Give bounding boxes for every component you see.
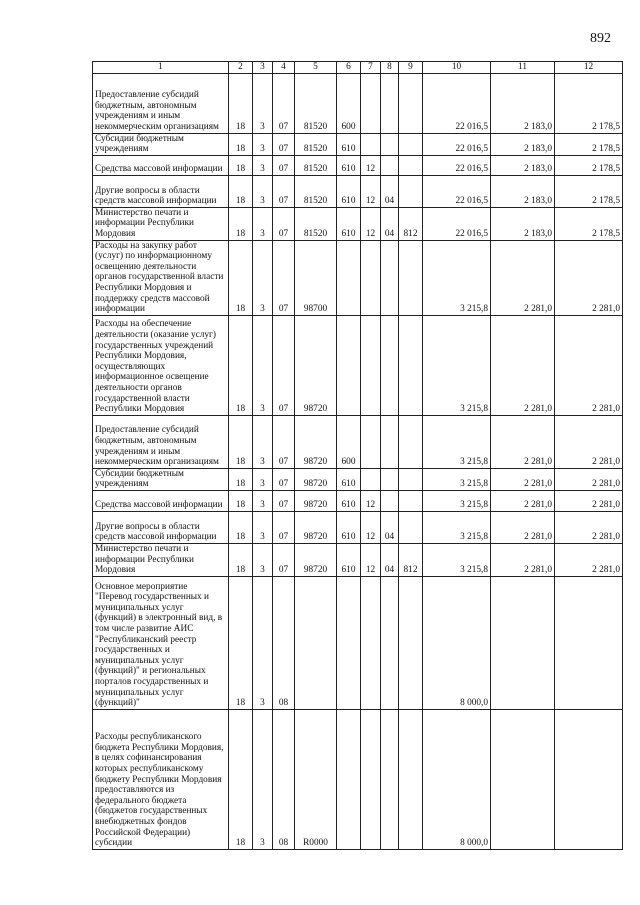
row-cell-col-6: 610 <box>337 175 361 207</box>
row-cell-col-12: 2 281,0 <box>555 543 623 576</box>
row-cell-col-9 <box>399 468 423 490</box>
row-cell-col-4: 08 <box>273 709 295 849</box>
row-cell-col-2: 18 <box>229 709 253 849</box>
row-cell-col-8 <box>381 133 399 155</box>
row-name-cell: Расходы на обеспечение деятельности (оказание услуг) государственных учреждений Республики Мордовия, осуществляющих информационное освещение деятельности органов государственной власти Республики Мордовия <box>93 315 229 415</box>
row-cell-col-10: 22 016,5 <box>423 73 491 133</box>
column-header-7: 7 <box>361 62 381 74</box>
row-cell-col-10: 3 215,8 <box>423 468 491 490</box>
row-cell-col-3: 3 <box>253 490 273 511</box>
row-cell-col-12: 2 281,0 <box>555 240 623 315</box>
row-cell-col-3: 3 <box>253 543 273 576</box>
table-row <box>93 511 623 543</box>
row-name-cell: Субсидии бюджетным учреждениям <box>93 468 229 490</box>
table-row <box>93 468 623 490</box>
row-cell-col-11: 2 281,0 <box>491 490 555 511</box>
row-cell-col-11: 2 281,0 <box>491 511 555 543</box>
row-cell-col-7 <box>361 709 381 849</box>
row-cell-col-5: 98720 <box>295 511 337 543</box>
row-cell-col-12: 2 178,5 <box>555 73 623 133</box>
row-cell-col-10: 3 215,8 <box>423 543 491 576</box>
column-header-12: 12 <box>555 62 623 74</box>
row-cell-col-7 <box>361 576 381 709</box>
column-header-3: 3 <box>253 62 273 74</box>
row-cell-col-11: 2 281,0 <box>491 415 555 468</box>
row-cell-col-4: 07 <box>273 175 295 207</box>
row-cell-col-6: 600 <box>337 73 361 133</box>
row-cell-col-6 <box>337 709 361 849</box>
row-cell-col-6: 610 <box>337 511 361 543</box>
row-cell-col-8: 04 <box>381 511 399 543</box>
row-cell-col-6 <box>337 576 361 709</box>
row-cell-col-9 <box>399 240 423 315</box>
row-cell-col-8 <box>381 240 399 315</box>
row-cell-col-12 <box>555 709 623 849</box>
row-cell-col-8: 04 <box>381 207 399 240</box>
row-cell-col-4: 07 <box>273 315 295 415</box>
table-row <box>93 175 623 207</box>
column-header-11: 11 <box>491 62 555 74</box>
row-cell-col-6 <box>337 240 361 315</box>
row-cell-col-5: 98720 <box>295 490 337 511</box>
row-cell-col-12: 2 281,0 <box>555 490 623 511</box>
row-cell-col-7 <box>361 315 381 415</box>
row-cell-col-9: 812 <box>399 207 423 240</box>
row-cell-col-11: 2 183,0 <box>491 175 555 207</box>
row-cell-col-7 <box>361 415 381 468</box>
row-cell-col-10: 22 016,5 <box>423 207 491 240</box>
row-cell-col-2: 18 <box>229 468 253 490</box>
row-cell-col-5: 81520 <box>295 207 337 240</box>
row-cell-col-12 <box>555 576 623 709</box>
row-cell-col-9 <box>399 73 423 133</box>
row-cell-col-6: 610 <box>337 490 361 511</box>
row-cell-col-6 <box>337 315 361 415</box>
row-cell-col-7: 12 <box>361 490 381 511</box>
row-cell-col-9 <box>399 511 423 543</box>
table-row <box>93 543 623 576</box>
row-cell-col-7 <box>361 133 381 155</box>
row-cell-col-4: 08 <box>273 576 295 709</box>
row-cell-col-10: 8 000,0 <box>423 576 491 709</box>
row-cell-col-8 <box>381 709 399 849</box>
row-cell-col-8 <box>381 315 399 415</box>
row-cell-col-8 <box>381 490 399 511</box>
row-cell-col-9 <box>399 315 423 415</box>
row-cell-col-6: 600 <box>337 415 361 468</box>
row-name-cell: Расходы на закупку работ (услуг) по информационному освещению деятельности органов государственной власти Республики Мордовия и поддержку средств массовой информации <box>93 240 229 315</box>
row-cell-col-5: 81520 <box>295 155 337 175</box>
row-cell-col-3: 3 <box>253 576 273 709</box>
row-cell-col-11: 2 281,0 <box>491 315 555 415</box>
row-cell-col-3: 3 <box>253 207 273 240</box>
row-cell-col-2: 18 <box>229 415 253 468</box>
row-cell-col-6: 610 <box>337 155 361 175</box>
row-cell-col-8 <box>381 576 399 709</box>
row-cell-col-5: 98720 <box>295 468 337 490</box>
row-cell-col-4: 07 <box>273 240 295 315</box>
row-cell-col-3: 3 <box>253 709 273 849</box>
row-cell-col-9 <box>399 709 423 849</box>
table-row <box>93 207 623 240</box>
row-cell-col-3: 3 <box>253 315 273 415</box>
row-cell-col-8 <box>381 73 399 133</box>
page-number: 892 <box>590 31 611 46</box>
row-cell-col-8 <box>381 415 399 468</box>
row-cell-col-7 <box>361 240 381 315</box>
row-name-cell: Предоставление субсидий бюджетным, автономным учреждениям и иным некоммерческим организациям <box>93 415 229 468</box>
row-cell-col-5: 81520 <box>295 133 337 155</box>
row-name-cell: Предоставление субсидий бюджетным, автономным учреждениям и иным некоммерческим организациям <box>93 73 229 133</box>
row-cell-col-5 <box>295 576 337 709</box>
row-cell-col-2: 18 <box>229 490 253 511</box>
row-name-cell: Основное мероприятие "Перевод государственных и муниципальных услуг (функций) в электронный вид, в том числе развитие АИС "Республиканский реестр государственных и муниципальных услуг (функций)" и региональных порталов государственных и муниципальных услуг (функций)" <box>93 576 229 709</box>
row-cell-col-11: 2 183,0 <box>491 155 555 175</box>
row-cell-col-9 <box>399 155 423 175</box>
table-row <box>93 576 623 709</box>
row-cell-col-3: 3 <box>253 511 273 543</box>
row-name-cell: Расходы республиканского бюджета Республики Мордовия, в целях софинансирования которых республиканскому бюджету Республики Мордовия предоставляются из федерального бюджета (бюджетов государственных внебюджетных фондов Российской Федерации) субсидии <box>93 709 229 849</box>
row-cell-col-2: 18 <box>229 175 253 207</box>
row-cell-col-3: 3 <box>253 155 273 175</box>
row-cell-col-4: 07 <box>273 73 295 133</box>
row-cell-col-5: 81520 <box>295 175 337 207</box>
row-cell-col-4: 07 <box>273 415 295 468</box>
row-name-cell: Другие вопросы в области средств массовой информации <box>93 175 229 207</box>
row-cell-col-5: 98720 <box>295 415 337 468</box>
row-cell-col-4: 07 <box>273 490 295 511</box>
row-cell-col-9 <box>399 490 423 511</box>
row-cell-col-2: 18 <box>229 240 253 315</box>
row-cell-col-11: 2 281,0 <box>491 240 555 315</box>
table-row <box>93 133 623 155</box>
row-cell-col-12: 2 281,0 <box>555 468 623 490</box>
row-cell-col-6: 610 <box>337 543 361 576</box>
row-cell-col-7: 12 <box>361 207 381 240</box>
table-row <box>93 490 623 511</box>
table-row <box>93 415 623 468</box>
row-name-cell: Министерство печати и информации Республики Мордовия <box>93 543 229 576</box>
row-cell-col-8: 04 <box>381 543 399 576</box>
row-cell-col-9 <box>399 175 423 207</box>
row-cell-col-3: 3 <box>253 240 273 315</box>
row-cell-col-7 <box>361 468 381 490</box>
table-row <box>93 155 623 175</box>
row-cell-col-11: 2 183,0 <box>491 73 555 133</box>
row-cell-col-9 <box>399 576 423 709</box>
row-cell-col-2: 18 <box>229 73 253 133</box>
row-cell-col-4: 07 <box>273 133 295 155</box>
row-cell-col-3: 3 <box>253 133 273 155</box>
row-cell-col-5: R0000 <box>295 709 337 849</box>
row-cell-col-3: 3 <box>253 175 273 207</box>
row-cell-col-8 <box>381 468 399 490</box>
table-row <box>93 73 623 133</box>
row-cell-col-2: 18 <box>229 543 253 576</box>
row-cell-col-11 <box>491 576 555 709</box>
row-cell-col-7: 12 <box>361 175 381 207</box>
header-row <box>93 62 623 74</box>
table-row <box>93 240 623 315</box>
row-cell-col-7 <box>361 73 381 133</box>
row-cell-col-11: 2 183,0 <box>491 133 555 155</box>
row-cell-col-7: 12 <box>361 511 381 543</box>
row-cell-col-12: 2 281,0 <box>555 511 623 543</box>
row-name-cell: Субсидии бюджетным учреждениям <box>93 133 229 155</box>
row-cell-col-3: 3 <box>253 468 273 490</box>
row-cell-col-10: 22 016,5 <box>423 133 491 155</box>
table-row <box>93 315 623 415</box>
row-cell-col-5: 98700 <box>295 240 337 315</box>
row-cell-col-2: 18 <box>229 133 253 155</box>
row-cell-col-5: 98720 <box>295 543 337 576</box>
row-name-cell: Министерство печати и информации Республики Мордовия <box>93 207 229 240</box>
row-cell-col-4: 07 <box>273 543 295 576</box>
table-row <box>93 709 623 849</box>
row-cell-col-4: 07 <box>273 468 295 490</box>
row-cell-col-2: 18 <box>229 207 253 240</box>
column-header-10: 10 <box>423 62 491 74</box>
row-cell-col-12: 2 281,0 <box>555 415 623 468</box>
row-cell-col-12: 2 178,5 <box>555 155 623 175</box>
row-cell-col-10: 3 215,8 <box>423 511 491 543</box>
row-name-cell: Другие вопросы в области средств массовой информации <box>93 511 229 543</box>
row-name-cell: Средства массовой информации <box>93 490 229 511</box>
row-cell-col-7: 12 <box>361 155 381 175</box>
row-cell-col-11: 2 281,0 <box>491 468 555 490</box>
row-cell-col-4: 07 <box>273 207 295 240</box>
row-cell-col-10: 22 016,5 <box>423 175 491 207</box>
row-cell-col-6: 610 <box>337 468 361 490</box>
row-cell-col-10: 22 016,5 <box>423 155 491 175</box>
row-cell-col-12: 2 178,5 <box>555 207 623 240</box>
column-header-1: 1 <box>93 62 229 74</box>
row-cell-col-11 <box>491 709 555 849</box>
row-cell-col-5: 81520 <box>295 73 337 133</box>
row-cell-col-3: 3 <box>253 73 273 133</box>
row-cell-col-9 <box>399 133 423 155</box>
row-cell-col-6: 610 <box>337 207 361 240</box>
column-header-5: 5 <box>295 62 337 74</box>
row-cell-col-11: 2 281,0 <box>491 543 555 576</box>
row-cell-col-4: 07 <box>273 511 295 543</box>
row-cell-col-2: 18 <box>229 576 253 709</box>
column-header-8: 8 <box>381 62 399 74</box>
row-cell-col-9: 812 <box>399 543 423 576</box>
row-cell-col-9 <box>399 415 423 468</box>
row-cell-col-12: 2 281,0 <box>555 315 623 415</box>
row-cell-col-10: 3 215,8 <box>423 490 491 511</box>
row-cell-col-2: 18 <box>229 315 253 415</box>
row-cell-col-10: 3 215,8 <box>423 240 491 315</box>
row-cell-col-4: 07 <box>273 155 295 175</box>
column-header-4: 4 <box>273 62 295 74</box>
column-header-9: 9 <box>399 62 423 74</box>
row-cell-col-10: 8 000,0 <box>423 709 491 849</box>
row-name-cell: Средства массовой информации <box>93 155 229 175</box>
row-cell-col-3: 3 <box>253 415 273 468</box>
row-cell-col-7: 12 <box>361 543 381 576</box>
budget-table <box>92 61 623 850</box>
row-cell-col-6: 610 <box>337 133 361 155</box>
row-cell-col-8 <box>381 155 399 175</box>
row-cell-col-12: 2 178,5 <box>555 175 623 207</box>
row-cell-col-2: 18 <box>229 155 253 175</box>
row-cell-col-11: 2 183,0 <box>491 207 555 240</box>
column-header-2: 2 <box>229 62 253 74</box>
row-cell-col-12: 2 178,5 <box>555 133 623 155</box>
column-header-6: 6 <box>337 62 361 74</box>
row-cell-col-2: 18 <box>229 511 253 543</box>
row-cell-col-10: 3 215,8 <box>423 315 491 415</box>
row-cell-col-5: 98720 <box>295 315 337 415</box>
row-cell-col-10: 3 215,8 <box>423 415 491 468</box>
row-cell-col-8: 04 <box>381 175 399 207</box>
